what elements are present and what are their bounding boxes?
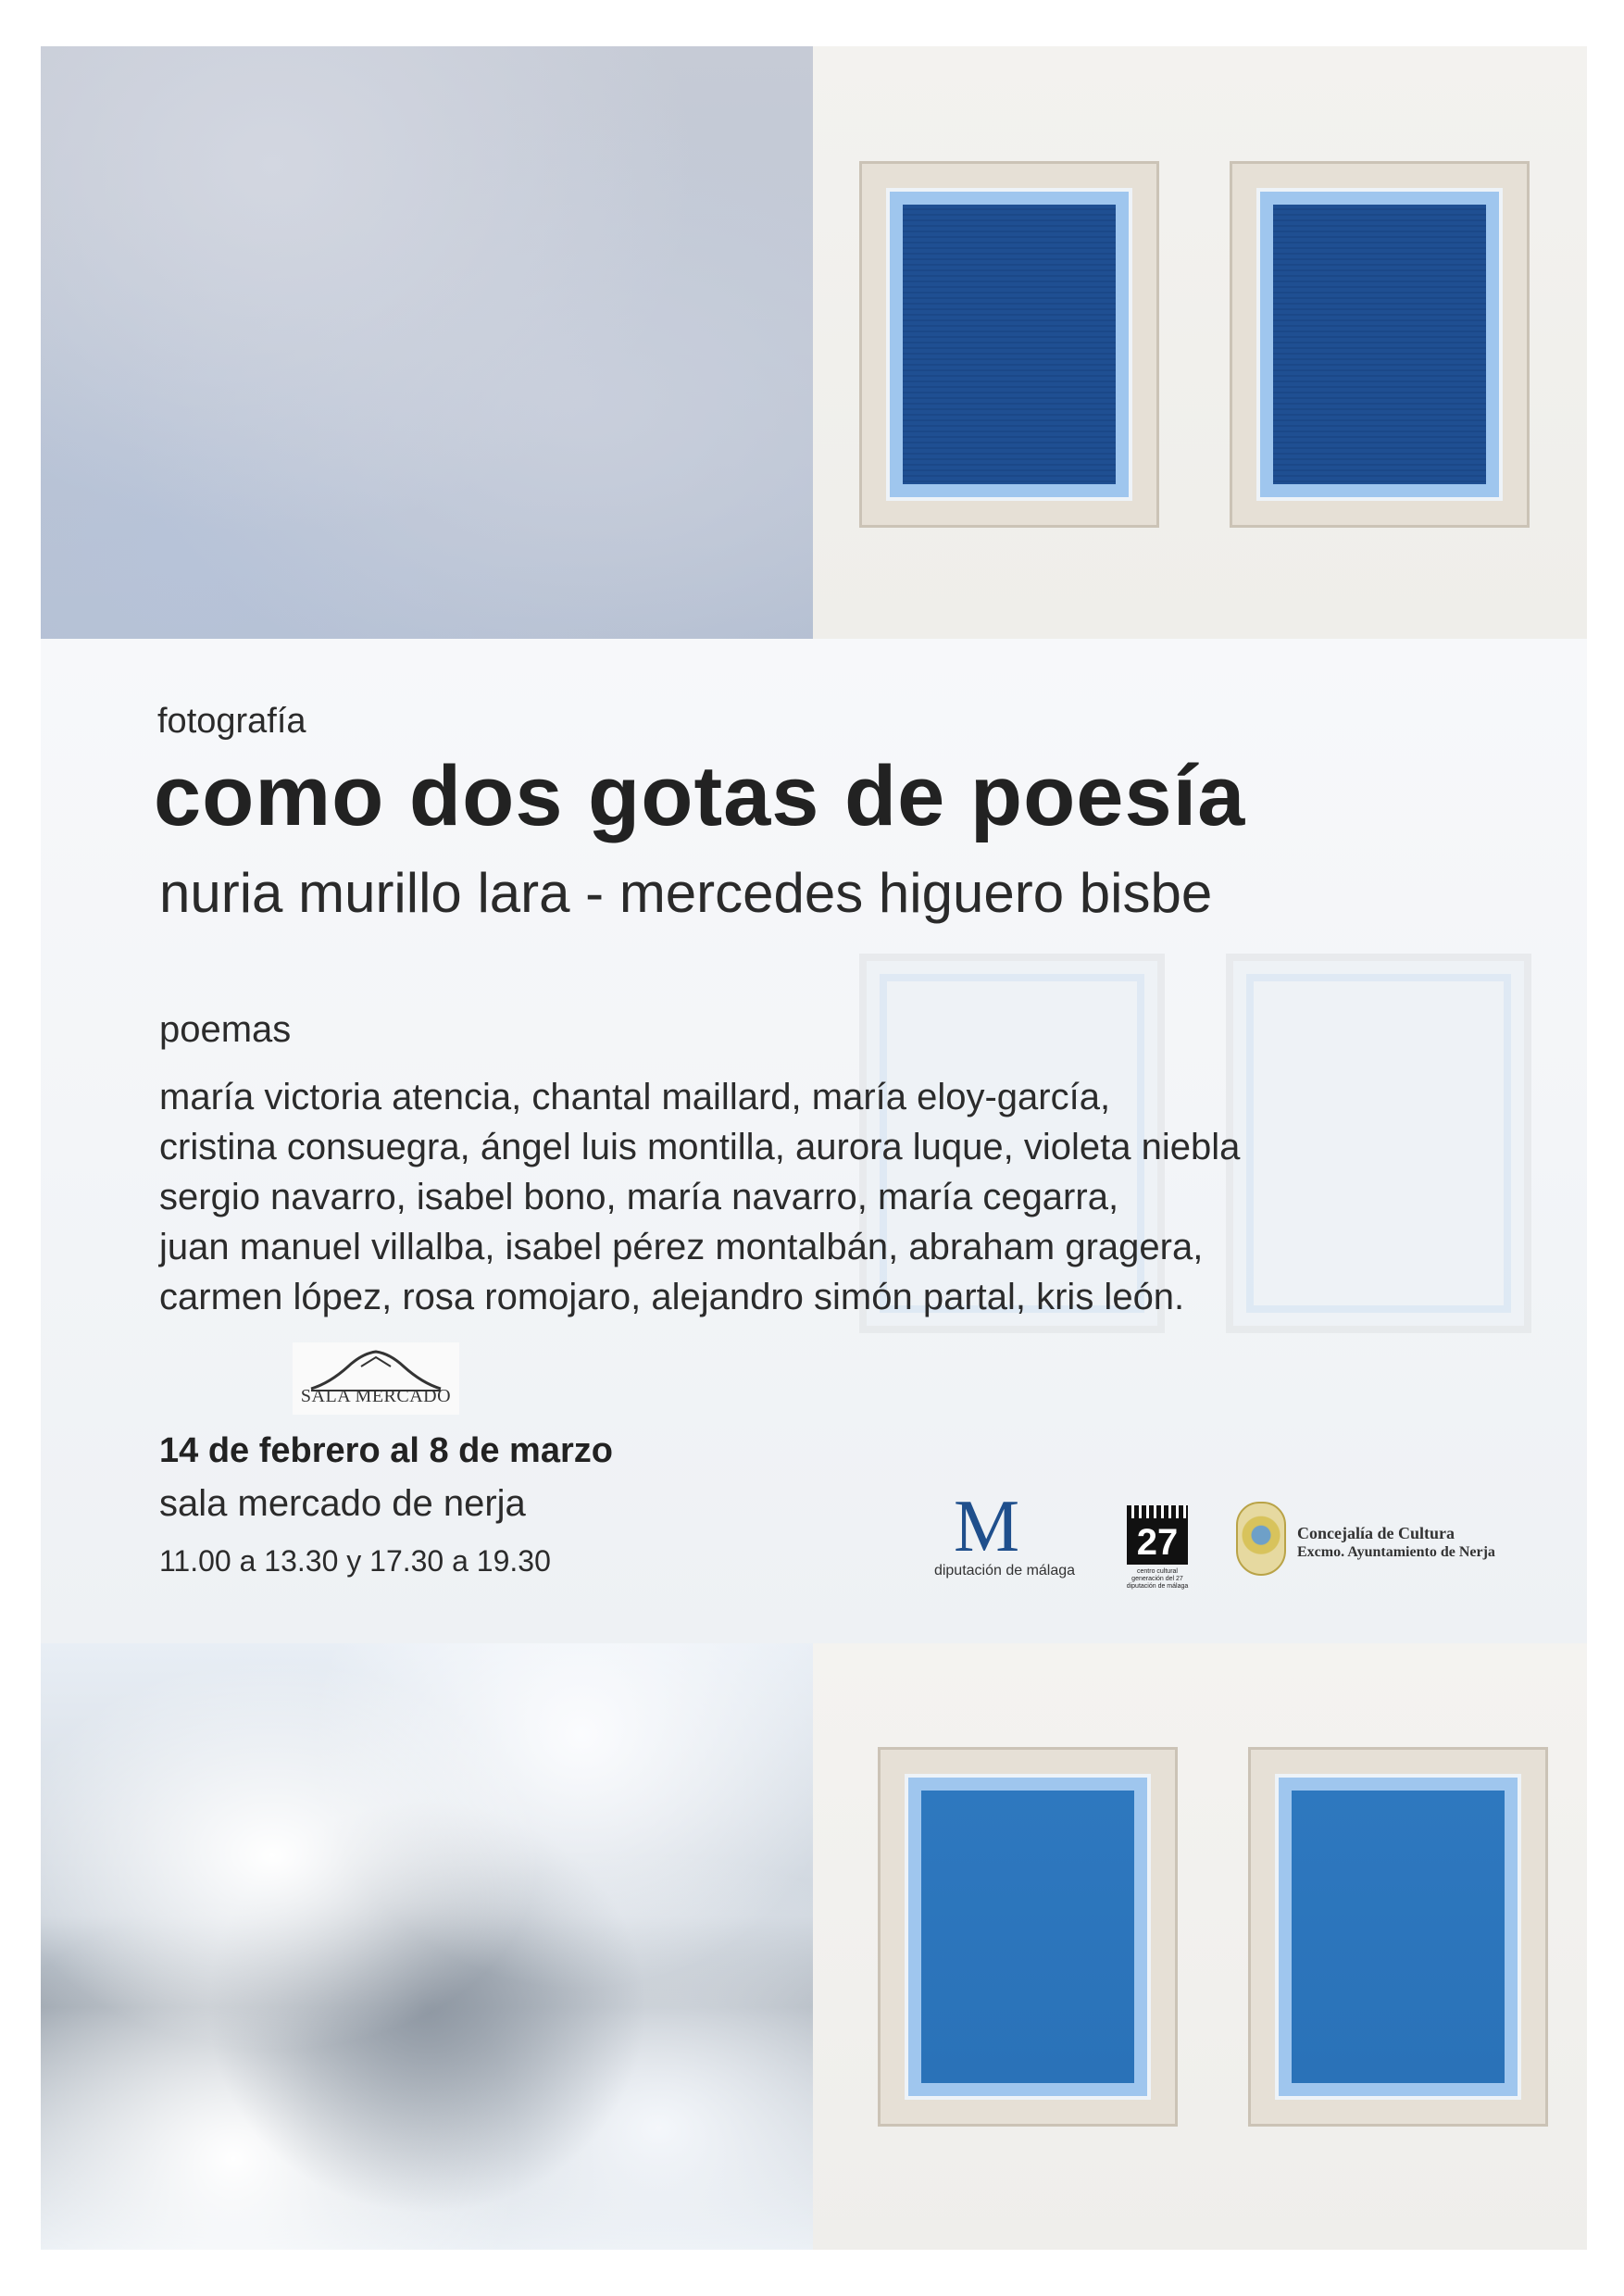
diputacion-text: diputación de málaga [933, 1563, 1076, 1578]
window-top-right [1230, 161, 1530, 528]
generacion-text: generación del 27 [1131, 1576, 1183, 1582]
exhibition-dates: 14 de febrero al 8 de marzo [159, 1431, 613, 1470]
poets-line: sergio navarro, isabel bono, maría navarro, maría cegarra, [159, 1177, 1119, 1217]
nerja-council-logo [1236, 1500, 1514, 1583]
wall-photo-bottom [813, 1643, 1587, 2250]
nerja-crest-icon [1236, 1502, 1286, 1576]
opening-hours: 11.00 a 13.30 y 17.30 a 19.30 [159, 1544, 551, 1578]
authors: nuria murillo lara - mercedes higuero bisbe [159, 862, 1213, 924]
poets-line: juan manuel villalba, isabel pérez montalbán, abraham gragera, [159, 1227, 1204, 1267]
kicker-label: fotografía [157, 702, 306, 741]
generacion-text: centro cultural [1137, 1568, 1178, 1575]
window-bottom-right [1248, 1747, 1548, 2127]
poets-list [159, 1072, 1502, 1322]
nerja-line-2: Excmo. Ayuntamiento de Nerja [1297, 1544, 1495, 1560]
diputacion-letter: M [954, 1486, 1020, 1567]
sala-mercado-logo [293, 1342, 459, 1415]
sala-mercado-text: SALA MERCADO [300, 1386, 452, 1406]
poets-line: carmen lópez, rosa romojaro, alejandro simón partal, kris león. [159, 1277, 1185, 1317]
venue: sala mercado de nerja [159, 1483, 526, 1524]
generacion-number: 27 [1127, 1518, 1188, 1565]
nerja-line-1: Concejalía de Cultura [1297, 1524, 1455, 1542]
generacion-text: diputación de málaga [1126, 1583, 1189, 1590]
poets-line: cristina consuegra, ángel luis montilla, aurora luque, violeta niebla [159, 1127, 1241, 1167]
window-top-left [859, 161, 1159, 528]
window-bottom-left [878, 1747, 1178, 2127]
sky-photo [41, 46, 813, 639]
generacion-27-logo [1125, 1498, 1190, 1591]
ice-photo [41, 1643, 813, 2250]
wall-photo-top [813, 46, 1587, 639]
poets-line: maría victoria atencia, chantal maillard, maría eloy-garcía, [159, 1077, 1111, 1117]
diputacion-logo [926, 1486, 1083, 1583]
poster-title: como dos gotas de poesía [154, 749, 1246, 843]
poems-heading: poemas [159, 1009, 292, 1050]
